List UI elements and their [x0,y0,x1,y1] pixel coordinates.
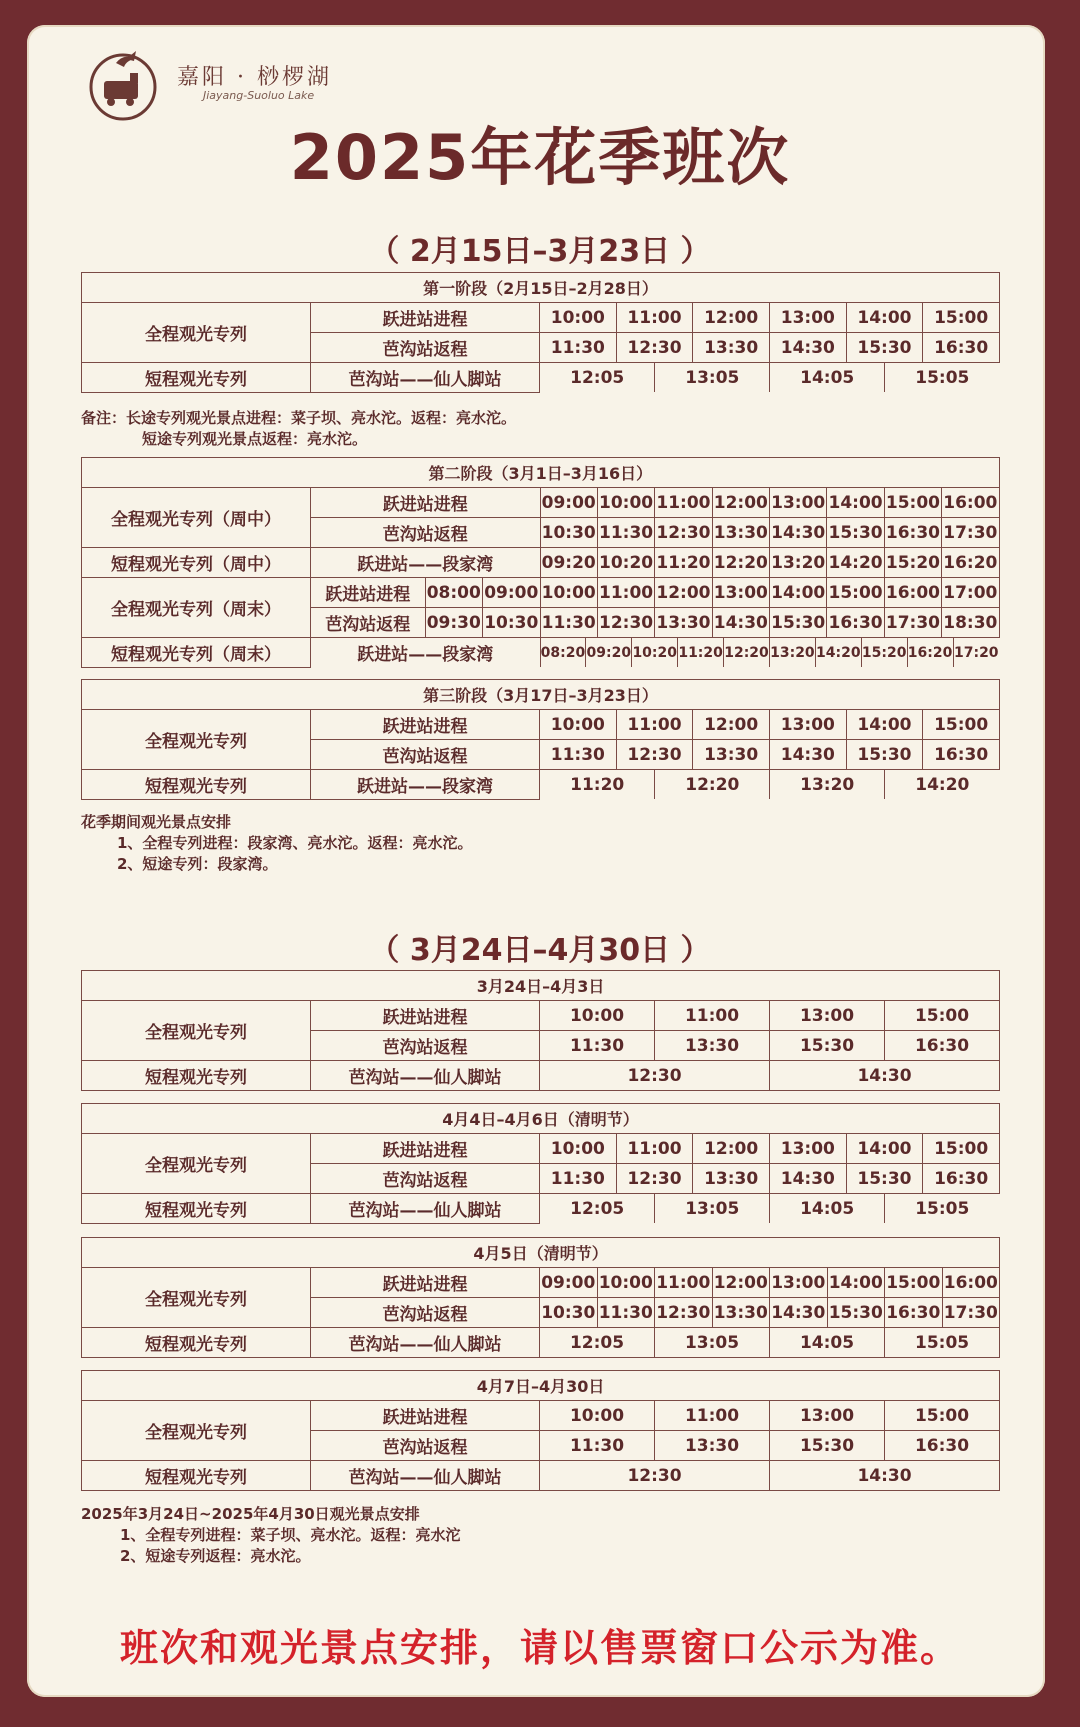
direction-label: 跃进站进程 [311,488,541,518]
time-cell: 16:30 [885,1431,1000,1461]
time-cell: 14:30 [770,1461,1000,1491]
schedule-table-phase2 [81,457,1000,668]
brand-name: 嘉阳 · 桫椤湖 [177,65,332,90]
row-label: 全程观光专列 [82,1134,311,1194]
time-cell: 15:30 [827,1298,885,1328]
time-cell: 17:20 [953,644,999,661]
direction-label: 芭沟站返程 [311,1431,540,1461]
note-line: 短途专列观光景点返程：亮水沱。 [142,430,368,448]
row-label: 短程观光专列 [82,1194,311,1224]
time-cell: 13:30 [712,518,769,548]
time-cell: 10:30 [483,608,541,638]
time-cell: 09:30 [425,608,483,638]
route-label: 芭沟站——仙人脚站 [311,1194,540,1224]
table-header: 第二阶段（3月1日–3月16日） [82,458,1000,488]
time-cell: 12:00 [655,578,712,608]
table-header: 4月5日（清明节） [82,1238,1000,1268]
row-label: 短程观光专列 [82,363,311,393]
brand-name-en: Jiayang-Suoluo Lake [203,89,315,102]
route-label: 跃进站——段家湾 [311,638,540,667]
note-line: 1、全程专列进程：段家湾、亮水沱。返程：亮水沱。 [117,834,473,852]
route-label: 跃进站——段家湾 [311,548,541,578]
direction-label: 跃进站进程 [311,1134,540,1164]
time-cell: 12:30 [540,1061,770,1091]
time-cell: 15:00 [885,1268,943,1298]
time-cell: 12:20 [712,548,769,578]
time-cell: 11:30 [540,333,617,363]
time-cell: 13:30 [655,1031,770,1061]
time-cell: 12:30 [655,1298,713,1328]
time-cell: 14:00 [827,488,884,518]
short-times [540,1194,1000,1224]
direction-label: 芭沟站返程 [311,1164,540,1194]
time-cell: 16:30 [923,333,1000,363]
time-cell: 12:00 [712,488,769,518]
time-cell: 11:30 [597,518,654,548]
page-title: 2025年花季班次 [289,121,791,194]
note-line: 1、全程专列进程：菜子坝、亮水沱。返程：亮水沱 [120,1526,461,1544]
time-cell: 13:05 [655,1194,770,1223]
time-cell: 12:30 [616,740,693,770]
time-cell: 13:00 [770,1268,828,1298]
time-cell: 16:30 [923,740,1000,770]
time-cell: 17:30 [884,608,941,638]
time-cell: 11:00 [655,1001,770,1031]
row-label: 全程观光专列 [82,1401,311,1461]
time-cell: 12:00 [693,303,770,333]
time-cell: 15:30 [770,1431,885,1461]
time-cell: 13:05 [655,1328,770,1358]
time-cell: 15:00 [884,488,941,518]
direction-label: 芭沟站返程 [311,1031,540,1061]
row-label: 全程观光专列（周中） [82,488,311,548]
time-cell: 16:00 [884,578,941,608]
direction-label: 跃进站进程 [311,303,540,333]
time-cell: 11:30 [540,1431,655,1461]
schedule-table-apr7-30 [81,1370,1000,1491]
time-cell: 13:30 [693,1164,770,1194]
time-cell: 16:20 [907,638,953,667]
time-cell: 15:00 [923,710,1000,740]
route-label: 芭沟站——仙人脚站 [311,1328,540,1358]
time-cell: 11:00 [597,578,654,608]
time-cell: 14:30 [770,518,827,548]
time-cell: 12:00 [693,1134,770,1164]
time-cell: 15:05 [885,1328,1000,1358]
table-header: 3月24日–4月3日 [82,971,1000,1001]
row-label: 全程观光专列（周末） [82,578,311,638]
time-cell: 11:20 [655,548,712,578]
time-cell: 16:30 [923,1164,1000,1194]
time-cell: 14:30 [770,1298,828,1328]
time-cell: 15:30 [770,1031,885,1061]
time-cell: 14:00 [846,710,923,740]
time-cell: 14:00 [827,1268,885,1298]
time-cell: 14:05 [770,1328,885,1358]
table-header: 4月7日–4月30日 [82,1371,1000,1401]
time-cell: 16:00 [942,488,999,518]
time-cell: 16:00 [942,1268,1000,1298]
row-label: 短程观光专列 [82,1461,311,1491]
time-cell: 14:20 [827,548,884,578]
schedule-table-mar24-apr3 [81,970,1000,1091]
time-cell: 14:05 [770,363,885,392]
time-cell: 16:30 [885,1298,943,1328]
time-cell: 15:00 [923,1134,1000,1164]
time-cell: 13:30 [655,608,712,638]
row-label: 短程观光专列 [82,1061,311,1091]
time-cell: 11:20 [678,638,724,667]
route-label: 芭沟站——仙人脚站 [311,363,540,393]
time-cell: 17:00 [942,578,999,608]
time-cell: 12:05 [540,1328,655,1358]
time-cell: 10:00 [540,710,617,740]
route-label: 芭沟站——仙人脚站 [311,1461,540,1491]
footer-notice: 班次和观光景点安排，请以售票窗口公示为准。 [119,1626,960,1670]
direction-label: 芭沟站返程 [311,608,426,638]
time-cell: 11:00 [616,710,693,740]
time-cell: 12:20 [724,638,770,667]
time-cell: 15:05 [915,1198,970,1219]
time-cell: 14:20 [915,774,970,795]
direction-label: 跃进站进程 [311,710,540,740]
schedule-table-apr4-6 [81,1103,1000,1224]
time-cell: 09:00 [540,1268,598,1298]
note-line: 2、短途专列返程：亮水沱。 [120,1547,311,1565]
direction-label: 芭沟站返程 [311,1298,540,1328]
time-cell: 15:00 [885,1001,1000,1031]
note-line: 备注：长途专列观光景点进程：菜子坝、亮水沱。返程：亮水沱。 [81,409,517,427]
time-cell: 13:00 [770,488,827,518]
time-cell: 14:00 [846,303,923,333]
time-cell: 08:20 [540,638,586,667]
route-label: 跃进站——段家湾 [311,770,540,800]
time-cell: 13:00 [770,1401,885,1431]
time-cell: 09:00 [483,578,541,608]
time-cell: 15:20 [884,548,941,578]
row-label: 全程观光专列 [82,303,311,363]
time-cell: 10:00 [540,303,617,333]
time-cell: 13:30 [693,333,770,363]
time-cell: 14:30 [769,1164,846,1194]
time-cell: 13:30 [693,740,770,770]
time-cell: 10:00 [540,1001,655,1031]
note-line: 2、短途专列：段家湾。 [117,855,278,873]
time-cell: 12:30 [597,608,654,638]
row-label: 短程观光专列 [82,770,311,800]
time-cell: 16:20 [942,548,999,578]
time-cell: 11:30 [540,740,617,770]
time-cell: 12:05 [540,1194,655,1223]
time-cell: 11:30 [540,1031,655,1061]
time-cell: 13:00 [769,1134,846,1164]
time-cell: 09:00 [540,488,597,518]
time-cell: 14:30 [770,1061,1000,1091]
time-cell: 10:30 [540,518,597,548]
direction-label: 芭沟站返程 [311,740,540,770]
time-cell: 13:20 [770,770,885,799]
table-header: 第三阶段（3月17日–3月23日） [82,680,1000,710]
time-cell: 13:30 [655,1431,770,1461]
time-cell: 12:20 [655,770,770,799]
time-cell: 13:00 [769,710,846,740]
time-cell: 12:05 [540,363,655,392]
note-line: 2025年3月24日~2025年4月30日观光景点安排 [81,1505,420,1523]
time-cell: 15:00 [923,303,1000,333]
time-cell: 10:20 [632,638,678,667]
direction-label: 跃进站进程 [311,1001,540,1031]
time-cell: 11:20 [540,770,655,799]
time-cell: 10:00 [540,1401,655,1431]
time-cell: 12:00 [712,1268,770,1298]
time-cell: 15:05 [915,367,970,388]
time-cell: 08:00 [425,578,483,608]
time-cell: 14:30 [769,333,846,363]
row-label: 全程观光专列 [82,1001,311,1061]
time-cell: 13:00 [770,1001,885,1031]
route-label: 芭沟站——仙人脚站 [311,1061,540,1091]
time-cell: 17:30 [942,518,999,548]
time-cell: 14:30 [712,608,769,638]
time-cell: 10:00 [597,1268,655,1298]
row-label: 全程观光专列 [82,710,311,770]
period-heading-2: （ 3月24日–4月30日 ） [369,933,711,968]
time-cell: 13:20 [769,638,815,667]
table-header: 4月4日–4月6日（清明节） [82,1104,1000,1134]
schedule-table-phase3 [81,679,1000,800]
time-cell: 12:30 [540,1461,770,1491]
time-cell: 15:30 [846,333,923,363]
time-cell: 10:00 [540,1134,617,1164]
time-cell: 12:30 [616,1164,693,1194]
time-cell: 11:00 [616,1134,693,1164]
time-cell: 10:00 [597,488,654,518]
time-cell: 14:05 [770,1194,885,1223]
time-cell: 10:00 [540,578,597,608]
table-header: 第一阶段（2月15日–2月28日） [82,273,1000,303]
time-cell: 16:30 [827,608,884,638]
period-heading-1: （ 2月15日–3月23日 ） [369,234,711,269]
row-label: 短程观光专列 [82,1328,311,1358]
time-cell: 15:20 [861,638,907,667]
time-cell: 11:00 [616,303,693,333]
row-label: 全程观光专列 [82,1268,311,1328]
time-cell: 11:30 [540,608,597,638]
time-cell: 15:30 [770,608,827,638]
time-cell: 11:30 [540,1164,617,1194]
row-label: 短程观光专列（周中） [82,548,311,578]
time-cell: 14:00 [770,578,827,608]
short-times [540,770,1000,800]
short-times [540,363,1000,393]
row-label: 短程观光专列（周末） [82,638,311,668]
time-cell: 11:00 [655,488,712,518]
time-cell: 15:00 [885,1401,1000,1431]
time-cell: 13:30 [712,1298,770,1328]
weekend-short-row [311,638,1000,668]
time-cell: 15:00 [827,578,884,608]
time-cell: 11:30 [597,1298,655,1328]
time-cell: 17:30 [942,1298,1000,1328]
direction-label: 芭沟站返程 [311,518,541,548]
note-line: 花季期间观光景点安排 [81,813,232,831]
time-cell: 13:20 [770,548,827,578]
time-cell: 14:20 [815,638,861,667]
direction-label: 跃进站进程 [311,578,426,608]
time-cell: 16:30 [885,1031,1000,1061]
time-cell: 18:30 [942,608,999,638]
time-cell: 12:00 [693,710,770,740]
time-cell: 11:00 [655,1268,713,1298]
schedule-table-apr5 [81,1237,1000,1358]
time-cell: 12:30 [655,518,712,548]
time-cell: 10:20 [597,548,654,578]
time-cell: 09:20 [540,548,597,578]
time-cell: 13:05 [655,363,770,392]
time-cell: 16:30 [884,518,941,548]
time-cell: 14:30 [769,740,846,770]
time-cell: 12:30 [616,333,693,363]
time-cell: 09:20 [586,638,632,667]
time-cell: 15:30 [827,518,884,548]
time-cell: 13:00 [769,303,846,333]
direction-label: 跃进站进程 [311,1268,540,1298]
time-cell: 15:30 [846,740,923,770]
time-cell: 15:30 [846,1164,923,1194]
time-cell: 14:00 [846,1134,923,1164]
time-cell: 11:00 [655,1401,770,1431]
schedule-table-phase1 [81,272,1000,393]
direction-label: 芭沟站返程 [311,333,540,363]
time-cell: 10:30 [540,1298,598,1328]
direction-label: 跃进站进程 [311,1401,540,1431]
time-cell: 13:00 [712,578,769,608]
